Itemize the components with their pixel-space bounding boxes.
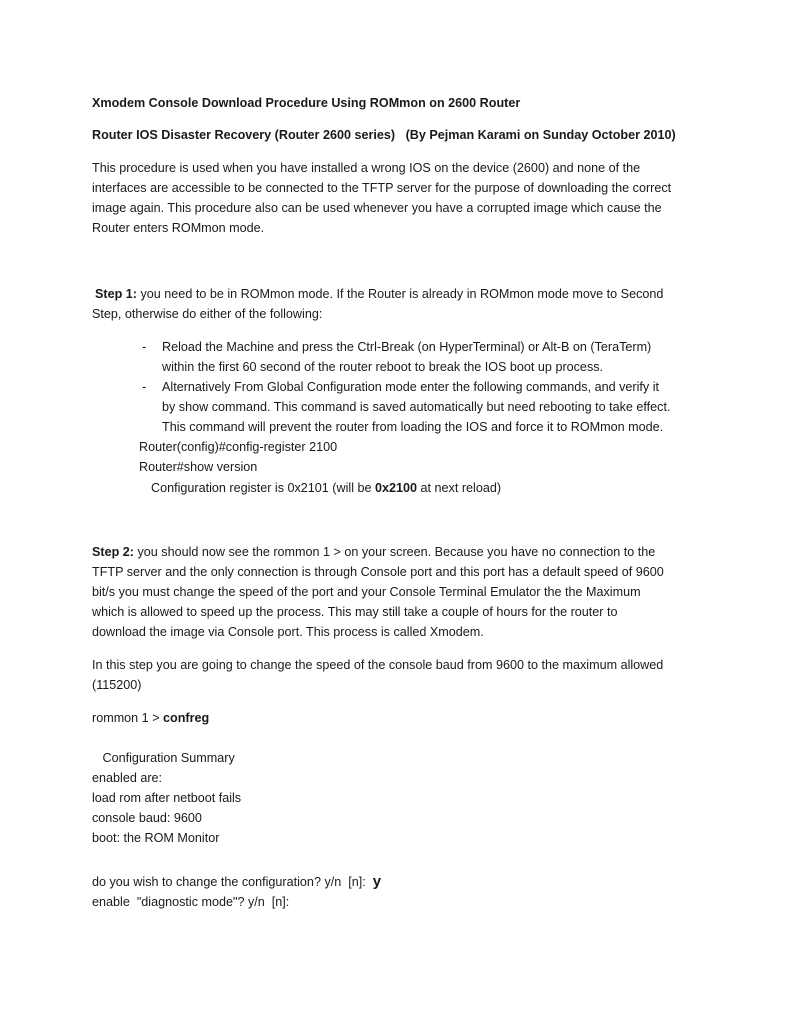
intro-line-4: Router enters ROMmon mode. — [92, 221, 265, 235]
step2-para2-line-1: In this step you are going to change the speed of the console baud from 9600 to the maximum allowed — [92, 658, 664, 672]
step2-text: you should now see the rommon 1 > on your screen. Because you have no connection to the — [134, 545, 656, 559]
cfg-text-post: at next reload) — [417, 481, 502, 495]
command-show-version: Router#show version — [139, 460, 258, 474]
diagnostic-mode-question: enable "diagnostic mode"? y/n [n]: — [92, 895, 290, 909]
step2-line-4: which is allowed to speed up the process. This may still take a couple of hours for the router to — [92, 605, 618, 619]
step2-line-2: TFTP server and the only connection is through Console port and this port has a default speed of 9600 — [92, 565, 664, 579]
cfg-text-pre: Configuration register is 0x2101 (will be — [151, 481, 376, 495]
answer-text: y — [372, 873, 382, 890]
bullet2-line-3: This command will prevent the router from loading the IOS and force it to ROMmon mode. — [162, 420, 664, 434]
cfg-value-bold: 0x2100 — [375, 481, 418, 495]
step1-line-2: Step, otherwise do either of the following: — [92, 307, 323, 321]
summary-heading: Configuration Summary — [92, 751, 235, 765]
intro-line-2: interfaces are accessible to be connected to the TFTP server for the purpose of downloading the correct — [92, 181, 672, 195]
command-config-register: Router(config)#config-register 2100 — [139, 440, 338, 454]
bullet-dash: - — [142, 380, 147, 394]
intro-line-3: image again. This procedure also can be used whenever you have a corrupted image which cause the — [92, 201, 662, 215]
summary-line: boot: the ROM Monitor — [92, 831, 220, 845]
step2-line-1 — [92, 544, 655, 560]
rommon-prompt: rommon 1 > — [92, 711, 164, 725]
bullet-dash: - — [142, 340, 147, 354]
question-text: do you wish to change the configuration? y/n [n]: — [92, 875, 373, 889]
bullet2-line-2: by show command. This command is saved automatically but need rebooting to take effect. — [162, 400, 671, 414]
step2-line-3: bit/s you must change the speed of the port and your Console Terminal Emulator the the Maximum — [92, 585, 641, 599]
bullet1-line-1: Reload the Machine and press the Ctrl-Break (on HyperTerminal) or Alt-B on (TeraTerm) — [162, 340, 652, 354]
step2-para2-line-2: (115200) — [92, 678, 142, 692]
summary-line: enabled are: — [92, 771, 163, 785]
change-config-question — [92, 874, 381, 890]
step2-label: Step 2: — [92, 545, 134, 559]
summary-line: load rom after netboot fails — [92, 791, 242, 805]
bullet2-line-1: Alternatively From Global Configuration mode enter the following commands, and verify it — [162, 380, 659, 394]
intro-line-1: This procedure is used when you have installed a wrong IOS on the device (2600) and none of the — [92, 161, 641, 175]
doc-title: Xmodem Console Download Procedure Using ROMmon on 2600 Router — [92, 96, 521, 110]
step1-label: Step 1: — [95, 287, 137, 301]
step1-text: you need to be in ROMmon mode. If the Router is already in ROMmon mode move to Second — [137, 287, 664, 301]
confreg-command: confreg — [163, 711, 210, 725]
summary-line: console baud: 9600 — [92, 811, 202, 825]
step1-line-1 — [95, 286, 663, 302]
doc-subtitle: Router IOS Disaster Recovery (Router 2600 series) (By Pejman Karami on Sunday October 2010) — [92, 128, 676, 142]
bullet1-line-2: within the first 60 second of the router reboot to break the IOS boot up process. — [162, 360, 604, 374]
rommon-prompt-line — [92, 710, 209, 726]
config-register-output — [151, 480, 501, 496]
step2-line-5: download the image via Console port. This process is called Xmodem. — [92, 625, 484, 639]
